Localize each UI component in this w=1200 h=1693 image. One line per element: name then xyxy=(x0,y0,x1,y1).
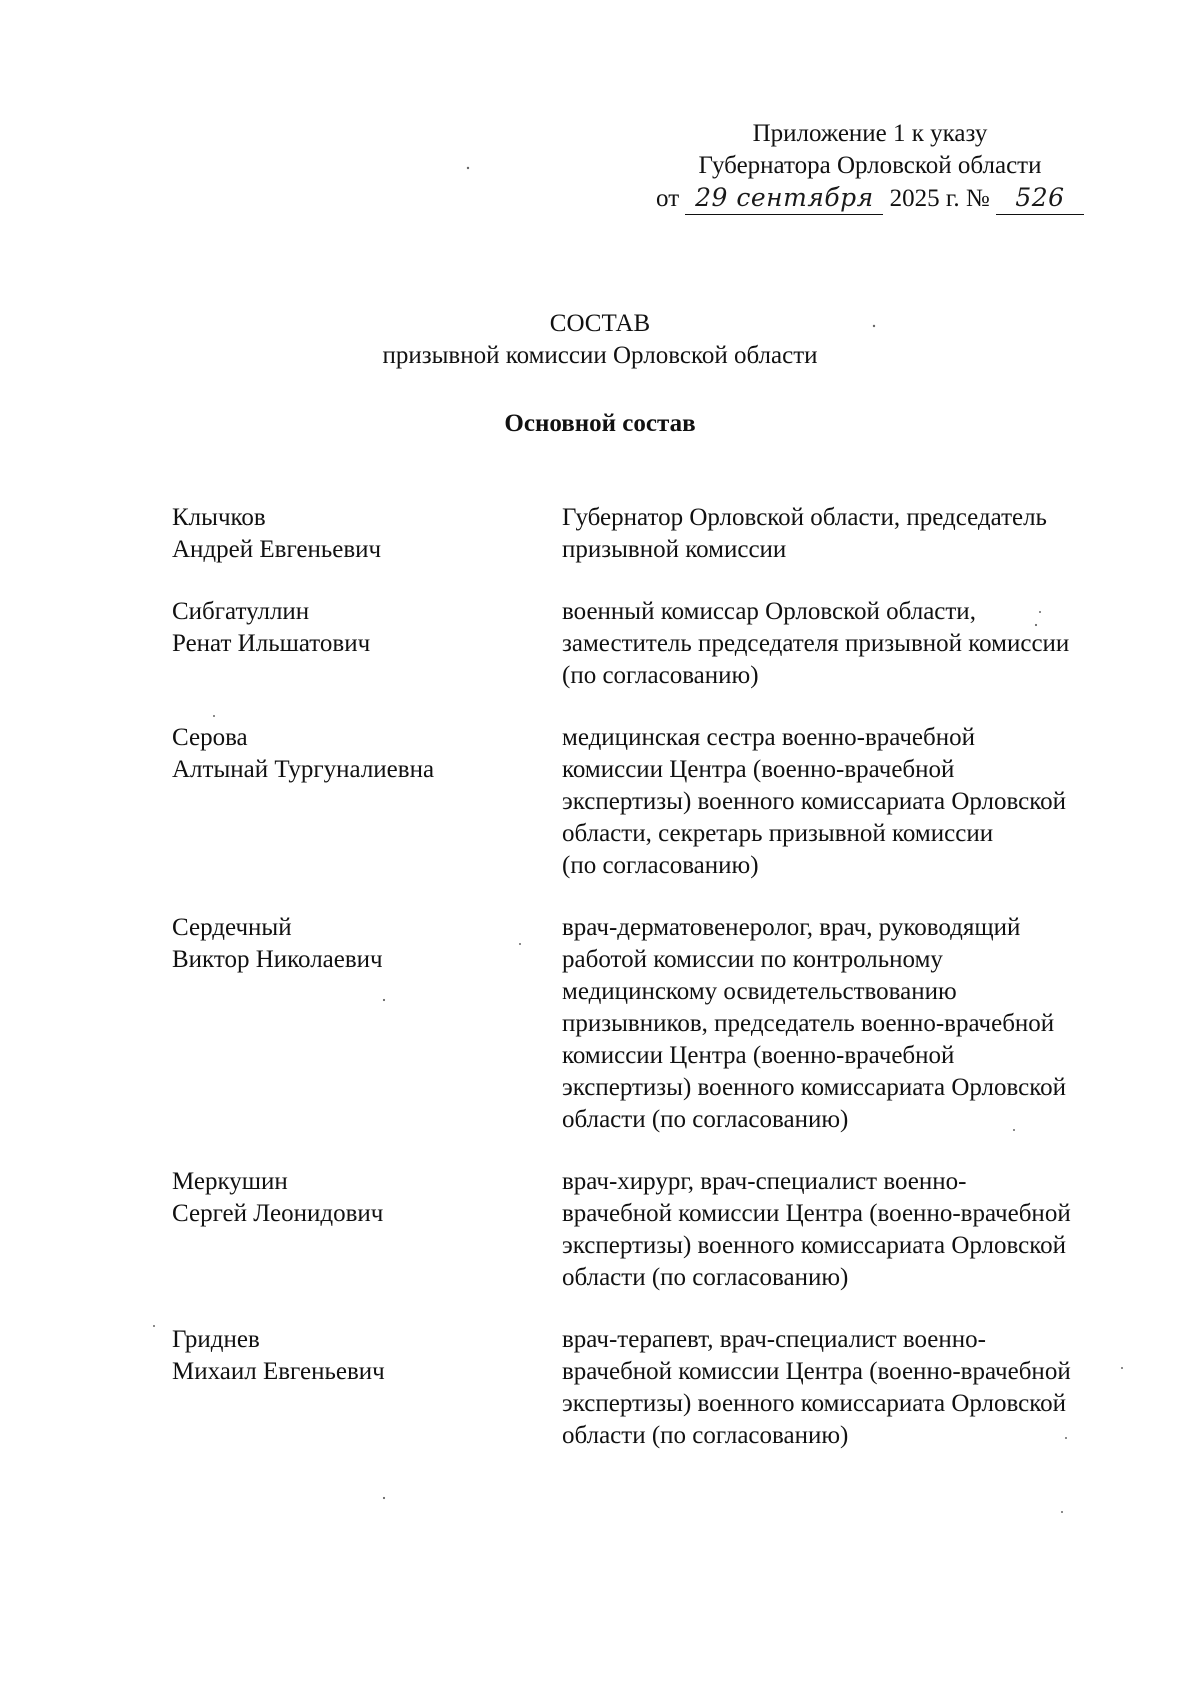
scan-speck xyxy=(153,1325,155,1327)
member-surname: Серова xyxy=(172,724,248,751)
member-surname: Клычков xyxy=(172,504,266,531)
member-role: врач-дерматовенеролог, врач, руководящий работой комиссии по контрольному медицинскому освидетельствованию призывников, председатель военно-врачебной комиссии Центра (военно-врачебной экспертизы) военного комиссариата Орловской области (по согласованию) xyxy=(562,914,1067,1133)
member-name xyxy=(172,1324,562,1452)
from-prefix: от xyxy=(656,185,680,212)
members-list xyxy=(172,502,1132,1482)
member-role: врач-терапевт, врач-специалист военно- врачебной комиссии Центра (военно-врачебной экспертизы) военного комиссариата Орловской области (по согласованию) xyxy=(562,1326,1071,1449)
scan-speck xyxy=(1061,1511,1063,1513)
scan-speck xyxy=(383,1497,385,1499)
member-name xyxy=(172,722,562,882)
member-given-names: Ренат Ильшатович xyxy=(172,630,371,657)
member-role: военный комиссар Орловской области, заместитель председателя призывной комиссии (по согласованию) xyxy=(562,598,1070,689)
appendix-date-line xyxy=(640,182,1100,215)
appendix-line-2: Губернатора Орловской области xyxy=(698,152,1042,179)
member-row xyxy=(172,1324,1132,1452)
member-row xyxy=(172,912,1132,1136)
member-given-names: Михаил Евгеньевич xyxy=(172,1358,385,1385)
handwritten-number: 526 xyxy=(996,182,1084,215)
member-role: Губернатор Орловской области, председатель призывной комиссии xyxy=(562,504,1047,563)
scan-speck xyxy=(467,167,469,169)
member-given-names: Алтынай Тургуналиевна xyxy=(172,756,435,783)
member-role: врач-хирург, врач-специалист военно- врачебной комиссии Центра (военно-врачебной экспертизы) военного комиссариата Орловской области (по согласованию) xyxy=(562,1168,1071,1291)
member-surname: Меркушин xyxy=(172,1168,288,1195)
document-subtitle: призывной комиссии Орловской области xyxy=(382,342,818,369)
member-name xyxy=(172,596,562,692)
member-given-names: Андрей Евгеньевич xyxy=(172,536,382,563)
member-name xyxy=(172,1166,562,1294)
member-row xyxy=(172,596,1132,692)
member-role: медицинская сестра военно-врачебной комиссии Центра (военно-врачебной экспертизы) военного комиссариата Орловской области, секретарь призывной комиссии (по согласованию) xyxy=(562,724,1067,879)
handwritten-date: 29 сентября xyxy=(685,182,883,215)
member-given-names: Виктор Николаевич xyxy=(172,946,383,973)
member-row xyxy=(172,1166,1132,1294)
member-row xyxy=(172,502,1132,566)
appendix-header xyxy=(640,118,1100,215)
member-name xyxy=(172,502,562,566)
member-surname: Гриднев xyxy=(172,1326,260,1353)
appendix-line-1: Приложение 1 к указу xyxy=(752,120,988,147)
member-surname: Сердечный xyxy=(172,914,292,941)
member-row xyxy=(172,722,1132,882)
member-surname: Сибгатуллин xyxy=(172,598,310,625)
year-number-label: 2025 г. № xyxy=(889,185,990,212)
member-name xyxy=(172,912,562,1136)
member-given-names: Сергей Леонидович xyxy=(172,1200,384,1227)
section-heading: Основной состав xyxy=(504,410,696,437)
title-block xyxy=(0,308,1200,372)
document-title: СОСТАВ xyxy=(549,310,651,337)
